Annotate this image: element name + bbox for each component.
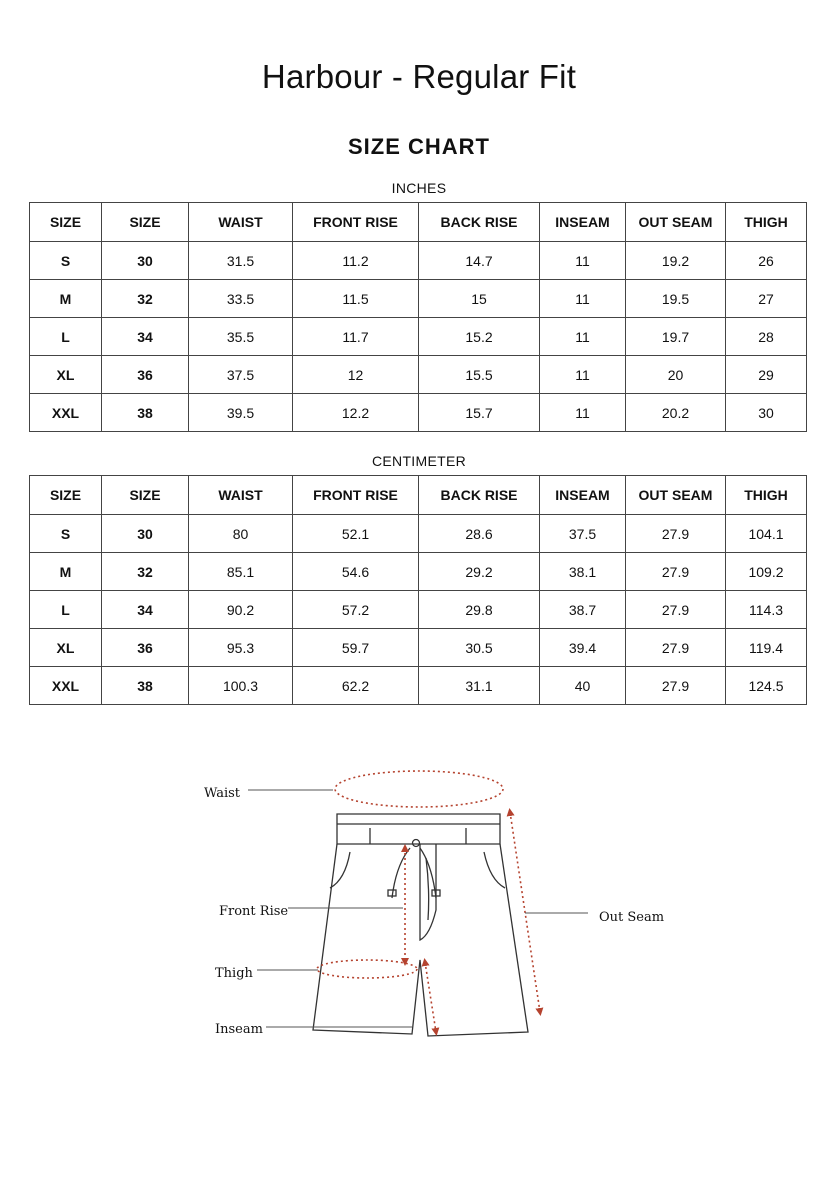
column-header: SIZE xyxy=(102,203,189,242)
table-cell: 95.3 xyxy=(189,629,293,667)
table-row xyxy=(30,553,807,591)
table-row xyxy=(30,629,807,667)
table-cell: 39.5 xyxy=(189,394,293,432)
table-cell: 27.9 xyxy=(626,667,726,705)
table-cell: XL xyxy=(30,629,102,667)
table-cell: 30 xyxy=(102,515,189,553)
table-cell: 114.3 xyxy=(726,591,807,629)
out-seam-label: Out Seam xyxy=(599,910,665,925)
table-cell: 11 xyxy=(540,356,626,394)
table-row xyxy=(30,591,807,629)
table-cell: 12 xyxy=(293,356,419,394)
table-cell: 27.9 xyxy=(626,553,726,591)
table-cell: 109.2 xyxy=(726,553,807,591)
table-cell: 35.5 xyxy=(189,318,293,356)
inches-size-table xyxy=(29,202,807,432)
table-cell: 33.5 xyxy=(189,280,293,318)
table-row xyxy=(30,280,807,318)
table-cell: 15.5 xyxy=(419,356,540,394)
table-cell: S xyxy=(30,242,102,280)
table-cell: 15.2 xyxy=(419,318,540,356)
table-cell: 38.7 xyxy=(540,591,626,629)
table-cell: 37.5 xyxy=(189,356,293,394)
table-cell: 38 xyxy=(102,667,189,705)
table-cell: 11.7 xyxy=(293,318,419,356)
centimeter-size-table xyxy=(29,475,807,705)
table-cell: 37.5 xyxy=(540,515,626,553)
table-cell: 27 xyxy=(726,280,807,318)
table-cell: 19.2 xyxy=(626,242,726,280)
table-cell: 11 xyxy=(540,318,626,356)
column-header: OUT SEAM xyxy=(626,476,726,515)
column-header: BACK RISE xyxy=(419,476,540,515)
table-cell: 52.1 xyxy=(293,515,419,553)
table-cell: 20.2 xyxy=(626,394,726,432)
table-cell: 30 xyxy=(102,242,189,280)
table-row xyxy=(30,667,807,705)
table-cell: 38.1 xyxy=(540,553,626,591)
table-cell: 59.7 xyxy=(293,629,419,667)
table-cell: L xyxy=(30,591,102,629)
out-seam-measure xyxy=(510,812,540,1012)
inches-label: INCHES xyxy=(391,180,447,196)
table-cell: 30.5 xyxy=(419,629,540,667)
shorts-outline xyxy=(313,814,528,1036)
column-header: THIGH xyxy=(726,476,807,515)
table-cell: 20 xyxy=(626,356,726,394)
column-header: INSEAM xyxy=(540,476,626,515)
table-cell: 90.2 xyxy=(189,591,293,629)
table-row xyxy=(30,356,807,394)
waist-measure xyxy=(335,771,503,807)
table-row xyxy=(30,318,807,356)
column-header: SIZE xyxy=(30,476,102,515)
page-title: Harbour - Regular Fit xyxy=(261,58,577,95)
table-cell: 14.7 xyxy=(419,242,540,280)
column-header: FRONT RISE xyxy=(293,476,419,515)
table-cell: 26 xyxy=(726,242,807,280)
column-header: WAIST xyxy=(189,476,293,515)
table-cell: 19.7 xyxy=(626,318,726,356)
centimeter-label: CENTIMETER xyxy=(372,453,466,469)
table-cell: 40 xyxy=(540,667,626,705)
table-cell: 19.5 xyxy=(626,280,726,318)
table-cell: 12.2 xyxy=(293,394,419,432)
table-cell: 34 xyxy=(102,591,189,629)
table-cell: 11.5 xyxy=(293,280,419,318)
table-cell: L xyxy=(30,318,102,356)
table-cell: 36 xyxy=(102,356,189,394)
column-header: SIZE xyxy=(30,203,102,242)
table-cell: 57.2 xyxy=(293,591,419,629)
table-cell: XL xyxy=(30,356,102,394)
table-cell: 15.7 xyxy=(419,394,540,432)
table-cell: 32 xyxy=(102,280,189,318)
table-cell: S xyxy=(30,515,102,553)
shorts-measurement-diagram xyxy=(0,740,838,1060)
table-cell: 11 xyxy=(540,242,626,280)
table-cell: 28 xyxy=(726,318,807,356)
table-cell: 62.2 xyxy=(293,667,419,705)
table-cell: 11 xyxy=(540,280,626,318)
table-cell: M xyxy=(30,553,102,591)
table-cell: 38 xyxy=(102,394,189,432)
table-row xyxy=(30,242,807,280)
waist-label: Waist xyxy=(204,786,241,801)
table-cell: 29 xyxy=(726,356,807,394)
column-header: THIGH xyxy=(726,203,807,242)
table-cell: 11 xyxy=(540,394,626,432)
table-cell: 31.1 xyxy=(419,667,540,705)
column-header: OUT SEAM xyxy=(626,203,726,242)
table-cell: 119.4 xyxy=(726,629,807,667)
table-row xyxy=(30,394,807,432)
thigh-label: Thigh xyxy=(215,966,253,981)
size-chart-heading: SIZE CHART xyxy=(348,134,490,159)
table-cell: 31.5 xyxy=(189,242,293,280)
table-cell: 36 xyxy=(102,629,189,667)
column-header: WAIST xyxy=(189,203,293,242)
table-cell: 15 xyxy=(419,280,540,318)
thigh-measure xyxy=(317,960,417,978)
table-cell: 29.2 xyxy=(419,553,540,591)
table-cell: 27.9 xyxy=(626,629,726,667)
table-cell: 80 xyxy=(189,515,293,553)
table-cell: 32 xyxy=(102,553,189,591)
table-cell: M xyxy=(30,280,102,318)
table-cell: 29.8 xyxy=(419,591,540,629)
front-rise-label: Front Rise xyxy=(219,904,289,919)
table-cell: 11.2 xyxy=(293,242,419,280)
table-cell: 54.6 xyxy=(293,553,419,591)
table-cell: 30 xyxy=(726,394,807,432)
inseam-label: Inseam xyxy=(215,1022,263,1037)
table-cell: 85.1 xyxy=(189,553,293,591)
table-cell: 28.6 xyxy=(419,515,540,553)
table-cell: 124.5 xyxy=(726,667,807,705)
table-cell: 34 xyxy=(102,318,189,356)
table-cell: XXL xyxy=(30,394,102,432)
table-header-row xyxy=(30,476,807,515)
table-header-row xyxy=(30,203,807,242)
table-cell: 104.1 xyxy=(726,515,807,553)
column-header: INSEAM xyxy=(540,203,626,242)
table-row xyxy=(30,515,807,553)
table-cell: 27.9 xyxy=(626,515,726,553)
table-cell: XXL xyxy=(30,667,102,705)
column-header: BACK RISE xyxy=(419,203,540,242)
column-header: SIZE xyxy=(102,476,189,515)
table-cell: 39.4 xyxy=(540,629,626,667)
column-header: FRONT RISE xyxy=(293,203,419,242)
table-cell: 27.9 xyxy=(626,591,726,629)
table-cell: 100.3 xyxy=(189,667,293,705)
